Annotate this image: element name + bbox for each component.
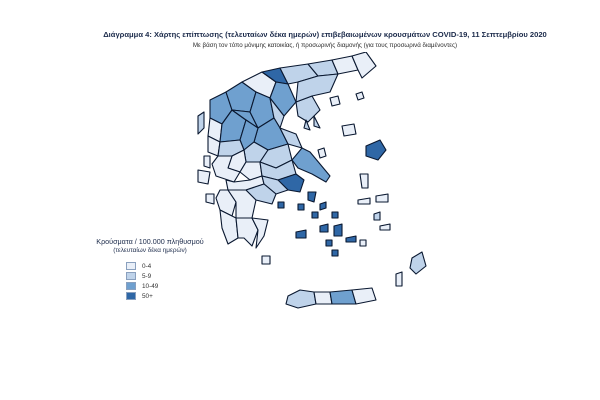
region-chalkidiki-finger-2 (314, 116, 320, 128)
island-tinos (320, 202, 326, 210)
island-kefalonia (198, 170, 210, 184)
island-rhodes (410, 252, 426, 274)
island-paros (320, 224, 328, 232)
island-astypalaia (360, 240, 366, 246)
legend-item (126, 291, 220, 301)
island-kos (380, 224, 390, 230)
legend-swatch-10-49 (126, 282, 136, 290)
greece-incidence-map (180, 52, 450, 322)
island-andros (308, 192, 316, 202)
island-thasos (330, 96, 340, 106)
map-legend (80, 237, 220, 301)
island-aegina (278, 202, 284, 208)
legend-label: 5-9 (142, 272, 152, 280)
map-title: Διάγραμμα 4: Χάρτης επίπτωσης (τελευταίων δέκα ημερών) επιβεβαιωμένων κρουσμάτων COVID-19, 11 Σεπτεμβρίου 2020 (103, 30, 547, 39)
map-subtitle: Με βάση τον τόπο μόνιμης κατοικίας, ή προσωρινής διαμονής (για τους προσωρινά διαμένοντες) (192, 42, 458, 49)
island-ikaria (358, 198, 370, 204)
island-zakynthos (206, 194, 214, 204)
island-santorini (332, 250, 338, 256)
island-limnos (342, 124, 356, 136)
region-rethymno (314, 292, 332, 304)
island-syros (312, 212, 318, 218)
legend-swatch-50-plus (126, 292, 136, 300)
region-chania (286, 290, 316, 308)
island-lefkada (204, 156, 210, 168)
island-mykonos (332, 212, 338, 218)
legend-label: 10-49 (142, 282, 159, 290)
island-kythira (262, 256, 270, 264)
island-kalymnos (374, 212, 380, 220)
region-thrace-d (352, 52, 376, 78)
legend-swatch-5-9 (126, 272, 136, 280)
island-milos (296, 230, 306, 238)
island-chios (360, 174, 368, 188)
island-amorgos (346, 236, 356, 242)
legend-swatch-0-4 (126, 262, 136, 270)
island-samos (376, 194, 388, 202)
legend-subtitle: (τελευταίων δέκα ημερών) (113, 247, 187, 254)
legend-label: 0-4 (142, 262, 152, 270)
island-naxos (334, 224, 342, 236)
legend-items (126, 261, 220, 301)
island-ios (326, 240, 332, 246)
island-skyros (318, 148, 326, 158)
island-karpathos (396, 272, 402, 286)
island-corfu (198, 112, 204, 134)
legend-title: Κρούσματα / 100.000 πληθυσμού (96, 237, 204, 246)
legend-label: 50+ (142, 292, 153, 300)
island-lesvos (366, 140, 386, 160)
region-lasithi (352, 288, 376, 304)
legend-item (126, 271, 220, 281)
island-samothraki (356, 92, 364, 100)
island-kea (298, 204, 304, 210)
legend-item (126, 281, 220, 291)
legend-item (126, 261, 220, 271)
region-messinia (220, 210, 238, 244)
